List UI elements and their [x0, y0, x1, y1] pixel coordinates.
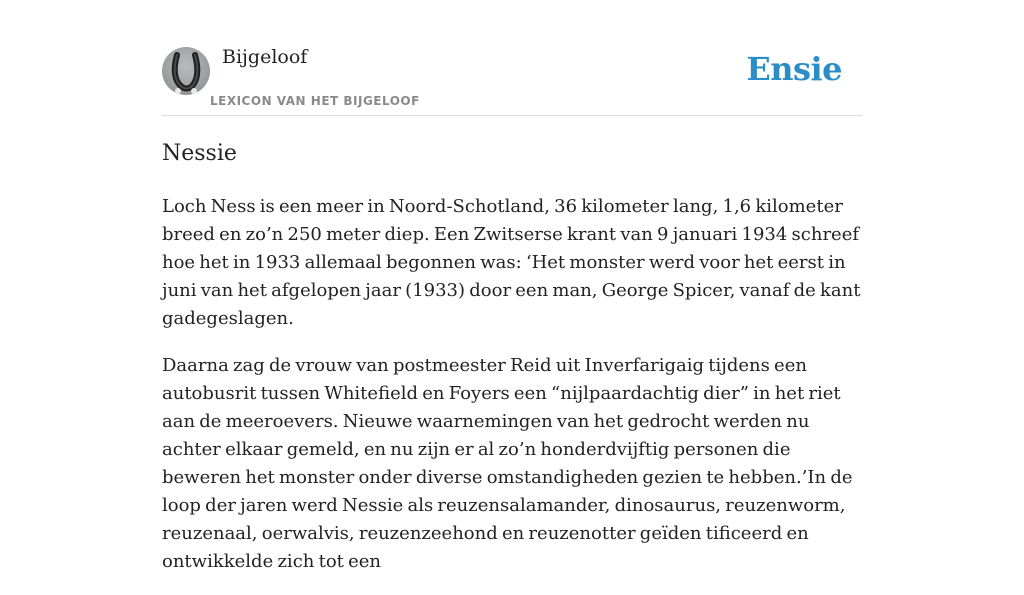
- blog-avatar[interactable]: [162, 47, 210, 95]
- article-paragraph: Loch Ness is een meer in Noord-Schotland, 36 kilometer lang, 1,6 kilometer breed en zo’n 250 meter diep. Een Zwitserse krant van 9 januari 1934 schreef hoe het in 1933 allemaal begonnen was: ‘Het monster werd voor het eerst in juni van het afgelopen jaar (1933) door een man, George Spicer, vanaf de kant gadegeslagen.: [162, 196, 861, 329]
- blog-subtitle: LEXICON VAN HET BIJGELOOF: [210, 94, 420, 108]
- article-paragraph: Daarna zag de vrouw van postmeester Reid uit Inverfarigaig tijdens een autobusrit tussen Whitefield en Foyers een “nijlpaardachtig dier” in het riet aan de meeroevers. Nieuwe waarnemingen van het gedrocht werden nu achter elkaar gemeld, en nu zijn er al zo’n honderdvijftig personen die beweren het monster onder diverse omstandigheden gezien te hebben.’In de loop der jaren werd Nessie als reuzensalamander, dinosaurus, reuzenworm, reuzenaal, oerwalvis, reuzenzeehond en reuzenotter geïden tificeerd en ontwikkelde zich tot een: [162, 355, 853, 572]
- blog-name-link[interactable]: Bijgeloof: [222, 46, 308, 68]
- horseshoe-icon: [162, 47, 210, 95]
- site-header: [162, 44, 862, 116]
- brand-logo-link[interactable]: Ensie: [746, 50, 842, 88]
- article: [162, 138, 862, 595]
- article-body: [162, 193, 862, 576]
- article-title: Nessie: [162, 141, 237, 166]
